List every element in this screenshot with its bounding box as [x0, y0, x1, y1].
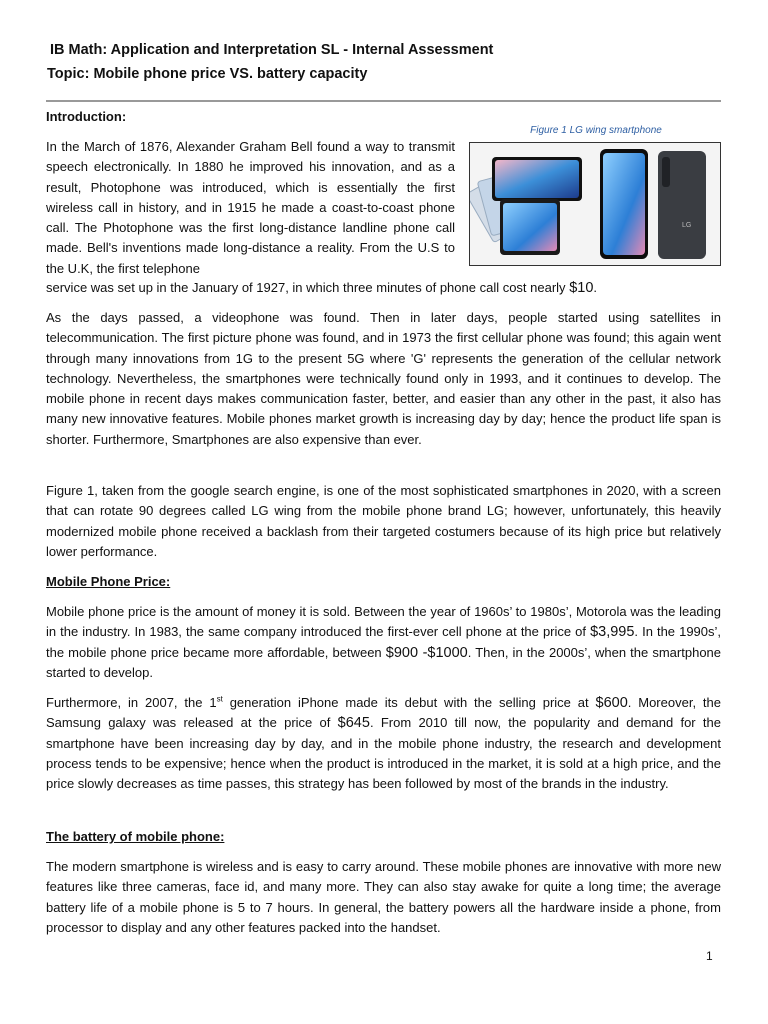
price-900-1000: $900 -$1000: [385, 644, 468, 661]
price-section-heading: Mobile Phone Price:: [46, 574, 171, 589]
battery-section-heading: The battery of mobile phone:: [46, 829, 225, 844]
introduction-heading: Introduction:: [46, 109, 127, 124]
price-paragraph-2: Furthermore, in 2007, the 1st generation iPhone made its debut with the selling price at $600. Moreover, the Samsung galaxy was released at the price of $645. From 2010 till now, the popularity and demand for the smartphone have been increasing day by day, and in the mobile phone industry, the research and development process tends to be expensive; hence when the product is introduced in the market, it is sold at a high price, and the price slowly decreases as time passes, this strategy has been followed by most of the brands in the industry.: [46, 694, 722, 792]
lg-wing-phones-illustration: [470, 143, 720, 265]
figure-lg-wing-image: [469, 142, 721, 266]
price-3995: $3,995: [590, 624, 635, 641]
price-600: $600: [595, 695, 628, 711]
figure-caption: Figure 1 LG wing smartphone: [530, 125, 662, 136]
document-topic: Topic: Mobile phone price VS. battery capacity: [47, 66, 368, 82]
price-1927: $10: [569, 280, 594, 296]
lg-logo-text: LG: [682, 222, 692, 229]
header-divider: [46, 100, 721, 102]
price-645: $645: [337, 715, 370, 732]
intro-paragraph-1-tail: service was set up in the January of 1927, in which three minutes of phone call cost nearly $10.: [46, 280, 598, 296]
intro-paragraph-3: Figure 1, taken from the google search engine, is one of the most sophisticated smartphones in 2020, with a screen that can rotate 90 degrees called LG wing from the mobile phone brand LG; however, unfortunately, this heavily modernized mobile phone received a backlash from their targeted costumers because of its high price but relatively lower performance.: [46, 483, 721, 559]
battery-paragraph-1: The modern smartphone is wireless and is easy to carry around. These mobile phones are innovative with more new features like three cameras, face id, and many more. They can also stay awake for quite a long time; the average battery life of a mobile phone is 5 to 7 hours. In general, the battery powers all the hardware inside a phone, from processor to display and any other features packed into the handset.: [46, 859, 721, 935]
price-paragraph-1: Mobile phone price is the amount of money it is sold. Between the year of 1960s’ to 1980s’, Motorola was the leading in the industry. In 1983, the same company introduced the first-ever cell phone at the price of $3,995. In the 1990s’, the mobile phone price became more affordable, between $900 -$1000. Then, in the 2000s’, when the smartphone started to develop.: [46, 604, 722, 680]
intro-paragraph-2: As the days passed, a videophone was found. Then in later days, people started using satellites in telecommunication. The first picture phone was found, and in 1973 the first cellular phone was found; this again went through many innovations from 1G to the present 5G where 'G' represents the generation of the cellular network technology. Nevertheless, the smartphones were technically found only in 1993, and it continues to develop. The mobile phone in recent days makes communication faster, better, and easier than any other in the past, it also has many new innovative features. Mobile phones market growth is increasing day by day; hence the product life span is shorter. Furthermore, Smartphones are also expensive than ever.: [46, 310, 721, 447]
document-title: IB Math: Application and Interpretation SL - Internal Assessment: [50, 42, 494, 58]
intro-paragraph-1: In the March of 1876, Alexander Graham Bell found a way to transmit speech electronically. In 1880 he improved his innovation, and as a result, Photophone was introduced, which is essentially the first wireless call in history, and in 1915 he made a coast-to-coast phone call. The Photophone was the first long-distance landline phone call made. Bell's inventions made long-distance a reality. From the U.S to the U.K, the first telephone: [46, 139, 455, 276]
page-number: 1: [706, 949, 713, 963]
